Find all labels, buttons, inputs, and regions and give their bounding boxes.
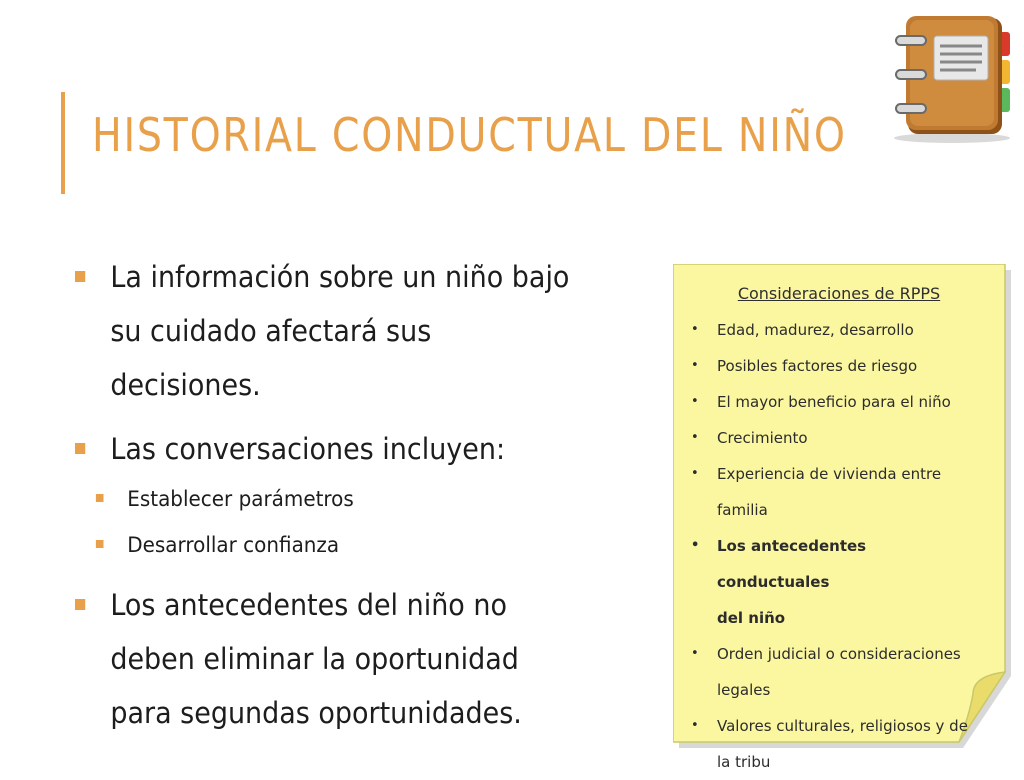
note-item-line: Valores culturales, religiosos y de	[717, 717, 968, 735]
note-item-line: Edad, madurez, desarrollo	[717, 321, 914, 339]
note-item-line: Crecimiento	[717, 429, 808, 447]
note-item-line: Orden judicial o consideraciones	[717, 645, 961, 663]
square-bullet-icon	[75, 271, 85, 282]
bullet-item	[75, 422, 610, 476]
note-item-highlighted	[683, 528, 983, 636]
sub-bullet-text: Desarrollar confianza	[127, 533, 340, 557]
note-item	[683, 708, 983, 780]
main-bullet-list	[75, 250, 650, 740]
note-item-line: del niño	[717, 609, 786, 627]
note-item-line: El mayor beneficio para el niño	[717, 393, 951, 411]
bullet-line: Las conversaciones incluyen:	[110, 432, 506, 466]
sub-bullet-text: Establecer parámetros	[127, 487, 354, 511]
sticky-note	[673, 264, 1017, 771]
note-item	[683, 636, 983, 708]
note-item-line: Posibles factores de riesgo	[717, 357, 918, 375]
square-bullet-icon	[75, 443, 85, 454]
note-item	[683, 348, 983, 384]
bullet-line: Los antecedentes del niño no	[110, 588, 507, 622]
title-accent-bar	[61, 92, 65, 194]
bullet-line: su cuidado afectará sus	[110, 314, 432, 348]
bullet-line: decisiones.	[110, 368, 261, 402]
bullet-line: La información sobre un niño bajo	[110, 260, 570, 294]
notebook-icon	[890, 14, 1014, 144]
note-item	[683, 420, 983, 456]
bullet-item	[75, 250, 610, 412]
square-bullet-icon	[96, 494, 104, 502]
note-list	[683, 312, 983, 780]
sub-bullet-item	[75, 476, 621, 522]
bullet-line: deben eliminar la oportunidad	[110, 642, 519, 676]
bullet-dot-icon: •	[691, 322, 699, 337]
square-bullet-icon	[96, 540, 104, 548]
note-item-line: Los antecedentes conductuales	[717, 537, 867, 591]
bullet-dot-icon: •	[691, 646, 699, 661]
bullet-item	[75, 578, 610, 740]
sub-bullet-item	[75, 522, 621, 568]
note-item	[683, 456, 983, 528]
bullet-dot-icon: •	[691, 718, 699, 733]
square-bullet-icon	[75, 599, 85, 610]
note-item-line: la tribu	[717, 753, 771, 771]
slide-title: HISTORIAL CONDUCTUAL DEL NIÑO	[92, 108, 847, 162]
bullet-dot-icon: •	[691, 394, 699, 409]
note-item-line: familia	[717, 501, 768, 519]
bullet-dot-icon: •	[691, 538, 700, 553]
bullet-dot-icon: •	[691, 358, 699, 373]
bullet-dot-icon: •	[691, 430, 699, 445]
bullet-line: para segundas oportunidades.	[110, 696, 522, 730]
note-item	[683, 312, 983, 348]
note-item-line: Experiencia de vivienda entre	[717, 465, 942, 483]
note-item-line: legales	[717, 681, 771, 699]
note-heading: Consideraciones de RPPS	[737, 284, 941, 303]
bullet-dot-icon: •	[691, 466, 699, 481]
note-item	[683, 384, 983, 420]
